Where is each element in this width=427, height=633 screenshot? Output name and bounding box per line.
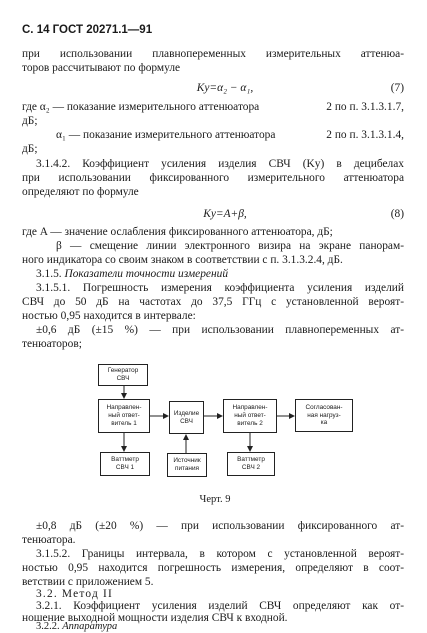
paragraph-line: при использовании фиксированного измерительного аттенюатора bbox=[22, 172, 404, 184]
where-line: где A — значение ослабления фиксированного аттенюатора, дБ; bbox=[22, 226, 333, 238]
box-coupler-2: Направлен- ный ответ- витель 2 bbox=[223, 399, 277, 433]
box-matched-load: Согласован- ная нагруз- ка bbox=[295, 399, 353, 432]
box-generator: Генератор СВЧ bbox=[98, 364, 148, 386]
section-number: 3.1.5. bbox=[36, 268, 62, 280]
box-coupler-1: Направлен- ный ответ- витель 1 bbox=[98, 399, 150, 433]
section-title: Аппаратура bbox=[62, 621, 118, 632]
figure-caption: Черт. 9 bbox=[199, 494, 231, 505]
where-line: 2 по п. 3.1.3.1.7, bbox=[326, 101, 404, 113]
paragraph-line: ветствии с приложением 5. bbox=[22, 576, 154, 588]
box-wattmeter-1: Ваттметр СВЧ 1 bbox=[100, 452, 150, 476]
paragraph-line: 3.1.4.2. Коэффициент усиления изделия СВЧ (Kу) в децибелах bbox=[36, 158, 404, 170]
paragraph-line: 3.2.1. Коэффициент усиления изделий СВЧ определяют как от- bbox=[36, 600, 404, 612]
formula-7-number: (7) bbox=[390, 82, 404, 94]
where-line: дБ; bbox=[22, 115, 38, 127]
where-line: ного индикатора со своим знаком в соответствии с п. 3.1.3.2.4, дБ. bbox=[22, 254, 343, 266]
paragraph-line: тенюаторов; bbox=[22, 338, 82, 350]
hidden-para3221-holder bbox=[36, 608, 37, 609]
where-line: 2 по п. 3.1.3.1.4, bbox=[326, 129, 404, 141]
section-title: Показатели точности измерений bbox=[64, 268, 229, 280]
paragraph-line bbox=[36, 608, 37, 609]
paragraph-line: ношение выходной мощности изделия СВЧ к входной. bbox=[22, 612, 288, 624]
paragraph-line: ±0,6 дБ (±15 %) — при использовании плавнопеременных ат- bbox=[36, 324, 404, 336]
box-power-supply: Источник питания bbox=[167, 453, 207, 477]
paragraph-line: ностью 0,95 находится в интервале: bbox=[22, 310, 196, 322]
paragraph-line: тенюатора. bbox=[22, 534, 76, 546]
box-product: Изделие СВЧ bbox=[169, 401, 204, 434]
box-wattmeter-2: Ваттметр СВЧ 2 bbox=[227, 452, 275, 476]
paragraph-line: СВЧ до 50 дБ на частотах до 37,5 ГГц с установленной вероят- bbox=[22, 296, 404, 308]
paragraph-line: ностью 0,95 находится погрешность измерения, определяют в соот- bbox=[22, 562, 404, 574]
formula-8: Kу=A+β, bbox=[203, 208, 247, 220]
paragraph-line: при использовании плавнопеременных измерительных аттенюа- bbox=[22, 48, 404, 60]
where-line: β — смещение линии электронного визира на экране панорам- bbox=[56, 240, 404, 252]
paragraph-line: торов рассчитывают по формуле bbox=[22, 62, 181, 74]
section-heading bbox=[36, 621, 117, 632]
paragraph-line: 3.1.5.1. Погрешность измерения коэффициента усиления изделий bbox=[36, 282, 404, 294]
paragraph-line: 3.1.5.2. Границы интервала, в котором с установленной вероят- bbox=[36, 548, 404, 560]
method-heading: 3.2. Метод II bbox=[36, 588, 113, 600]
paragraph-line: ±0,8 дБ (±20 %) — при использовании фиксированного ат- bbox=[36, 520, 404, 532]
formula-7: Kу=α₂ − α₁, bbox=[196, 82, 254, 94]
section-number: 3.2.2. bbox=[36, 621, 60, 632]
page-header: С. 14 ГОСТ 20271.1—91 bbox=[22, 24, 153, 36]
where-line: α₁ — показание измерительного аттенюатора bbox=[56, 129, 276, 141]
where-line: где α₂ — показание измерительного аттенюатора bbox=[22, 101, 260, 113]
where-line: дБ; bbox=[22, 143, 38, 155]
paragraph-line: определяют по формуле bbox=[22, 186, 139, 198]
formula-8-number: (8) bbox=[390, 208, 404, 220]
